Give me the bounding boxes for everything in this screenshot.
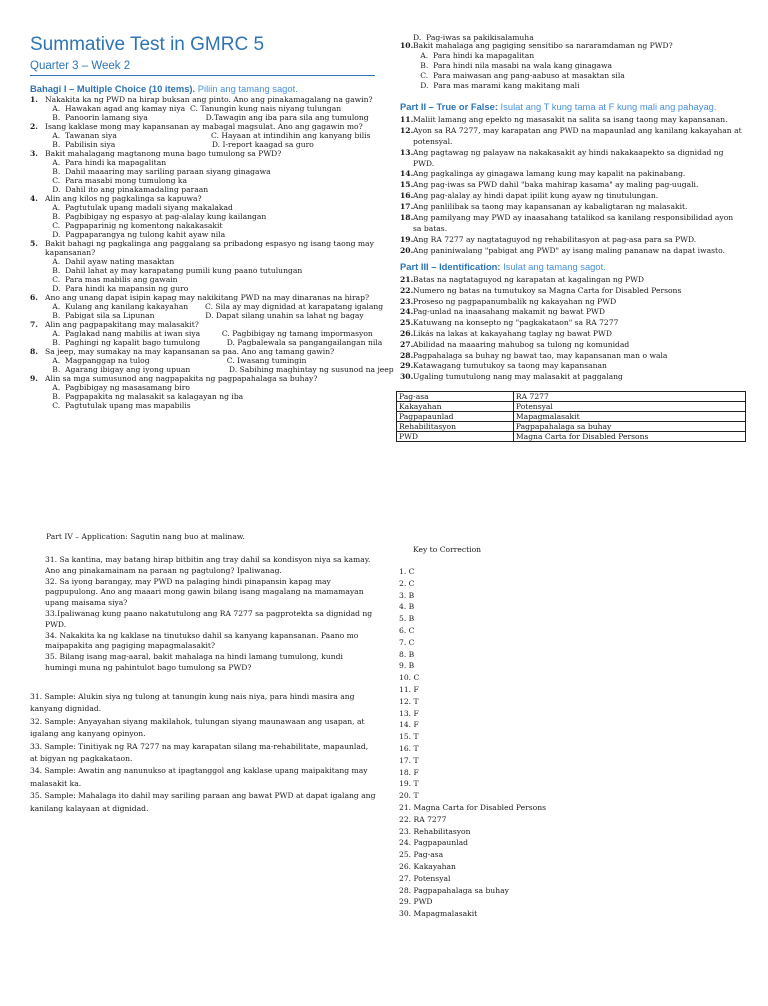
true-false-statement: potensyal. — [413, 136, 453, 146]
answer-key-item: 19. T — [399, 779, 419, 789]
question-line: B. Pabilisin siya D. I-report kaagad sa guro — [45, 140, 314, 149]
part2-statements — [400, 115, 750, 257]
word-bank-cell: Kakayahan — [397, 402, 514, 412]
word-bank-row — [397, 432, 746, 442]
answer-key-item: 24. Pagpapaunlad — [399, 838, 469, 848]
answer-key-item: 23. Rehabilitasyon — [399, 826, 471, 836]
answer-key-item: 8. B — [399, 649, 415, 659]
question-line: D. Pagpaparangya ng tulong kahit ayaw nila — [45, 230, 226, 239]
answer-key-item: 29. PWD — [399, 897, 433, 907]
question-line: B. Pagbibigay ng espasyo at pag-alalay kung kailangan — [45, 212, 267, 221]
part1-heading: Bahagi I – Multiple Choice (10 items). Piliin ang tamang sagot. — [30, 83, 298, 94]
sample-answer-line: malasakit ka. — [30, 778, 82, 788]
sample-answer-line: kanyang dignidad. — [30, 704, 102, 714]
sample-answer-line: 33. Sample: Tinitiyak ng RA 7277 na may karapatan silang ma-rehabilitate, mapaunlad, — [30, 741, 369, 751]
true-false-statement: sa batas. — [413, 223, 448, 233]
answer-key-item: 7. C — [399, 637, 415, 647]
sample-answer-line: at bigyan ng pagkakataon. — [30, 754, 133, 764]
question-line: C. Pagpaparinig ng komentong nakakasakit — [45, 221, 223, 230]
answer-key-item: 11. F — [399, 684, 419, 694]
part2-heading: Part II – True or False: Isulat ang T kung tama at F kung mali ang pahayag. — [400, 101, 717, 112]
question-line: D. Dahil ito ang pinakamadaling paraan — [45, 185, 209, 194]
answer-key-item: 6. C — [399, 625, 415, 635]
answer-key-item: 1. C — [399, 567, 415, 576]
question-line: 4. Alin ang kilos ng pagkalinga sa kapuwa? — [30, 194, 202, 203]
question-line: D. Para mas marami kang makitang mali — [413, 80, 580, 90]
word-bank-cell: Pagpapaunlad — [397, 412, 514, 422]
true-false-statement: 18. Ang pamilyang may PWD ay inaasahang tatalikod sa kanilang responsibilidad ayon — [400, 213, 734, 223]
true-false-statement: 12. Ayon sa RA 7277, may karapatan ang PWD na mapaunlad ang kanilang kakayahan at — [400, 125, 742, 135]
word-bank-cell: Magna Carta for Disabled Persons — [513, 432, 745, 442]
word-bank-row — [397, 392, 746, 402]
document-subtitle: Quarter 3 – Week 2 — [30, 60, 131, 72]
true-false-statement: 16. Ang pag-alalay ay hindi dapat ipilit kung ayaw ng tinutulungan. — [400, 191, 659, 201]
word-bank-row — [397, 422, 746, 432]
identification-item: 27. Abilidad na maaaring mahubog sa tulong ng komunidad — [400, 339, 630, 349]
true-false-statement: 11. Maliit lamang ang epekto ng masasakit na salita sa isang taong may kapansanan. — [400, 115, 728, 124]
word-bank-row — [397, 412, 746, 422]
question-line: B. Dahil maaaring may sariling paraan siyang ginagawa — [45, 167, 271, 176]
answer-key-item: 28. Pagpapahalaga sa buhay — [399, 885, 509, 895]
application-question-line: maipapakita ang pagiging mapagmalasakit? — [45, 641, 216, 651]
question-line: B. Paghingi ng kapalit bago tumulong D. Pagbalewala sa pangangailangan nila — [45, 338, 383, 347]
question-line: A. Para hindi ka mapagalitan — [45, 158, 167, 167]
part1-questions — [30, 95, 394, 410]
application-question-line: PWD. — [45, 619, 67, 629]
question-line: 7. Alin ang pagpapakitang may malasakit? — [30, 320, 199, 329]
application-question-line: 33.Ipaliwanag kung paano nakatutulong ang RA 7277 sa pagprotekta sa dignidad ng — [45, 608, 373, 618]
word-bank-cell: PWD — [397, 432, 514, 442]
answer-key-item: 22. RA 7277 — [399, 814, 447, 824]
question-line: C. Pagtutulak upang mas mapabilis — [45, 401, 191, 410]
true-false-statement: 15. Ang pag-iwas sa PWD dahil "baka mahirap kasama" ay maling pag-uugali. — [400, 180, 699, 190]
word-bank-cell: Mapagmalasakit — [513, 412, 745, 422]
application-question-line: pagpupulong. Ano ang maaari mong gawin bilang isang magalang na mamamayan — [45, 587, 364, 597]
identification-item: 28. Pagpahalaga sa buhay ng bawat tao, may kapansanan man o wala — [400, 350, 668, 360]
question-line: A. Magpanggap na tulog C. Iwasang tumingin — [45, 356, 307, 365]
answer-key-item: 21. Magna Carta for Disabled Persons — [399, 802, 547, 812]
question-line: A. Kulang ang kanilang kakayahan C. Sila ay may dignidad at karapatang igalang — [45, 302, 384, 311]
answer-key-item: 26. Kakayahan — [399, 861, 456, 871]
question-line: A. Dahil ayaw nating masaktan — [45, 257, 175, 266]
sample-answer-line: 34. Sample: Awatin ang nanunukso at ipagtanggol ang kaklase upang maipakitang may — [30, 766, 368, 776]
answer-key-item: 16. T — [399, 743, 419, 753]
question-line: kapansanan? — [45, 248, 96, 257]
identification-item: 21. Batas na nagtataguyod ng karapatan at kagalingan ng PWD — [400, 275, 644, 284]
answer-key-item: 14. F — [399, 720, 419, 730]
answer-key-item: 9. B — [399, 661, 415, 671]
part4-questions — [45, 555, 372, 674]
answer-key-item: 4. B — [399, 602, 415, 612]
part4-heading: Part IV – Application: Sagutin nang buo at malinaw. — [46, 532, 245, 541]
answer-key-list — [399, 566, 546, 920]
word-bank-row — [397, 402, 746, 412]
answer-key-item: 2. C — [399, 578, 415, 588]
identification-item: 26. Likás na lakas at kakayahang taglay ng bawat PWD — [400, 328, 612, 338]
application-question-line: upang maisama siya? — [45, 598, 128, 608]
identification-item: 24. Pag-unlad na inaasahang makamit ng bawat PWD — [400, 307, 605, 317]
answer-key-item: 12. T — [399, 696, 419, 706]
true-false-statement: PWD. — [413, 158, 435, 168]
sample-answer-line: 32. Sample: Anyayahan siyang makilahok, tulungan siyang maunawaan ang usapan, at — [30, 716, 365, 726]
document-title: Summative Test in GMRC 5 — [30, 34, 265, 55]
true-false-statement: 20. Ang paniniwalang "pabigat ang PWD" ay isang maling pananaw na dapat iwasto. — [400, 245, 725, 255]
answer-key-item: 10. C — [399, 673, 420, 683]
title-divider — [30, 75, 375, 76]
sample-answer-line: 35. Sample: Mahalaga ito dahil may sariling paraan ang bawat PWD at dapat igalang ang — [30, 791, 376, 801]
word-bank-cell: Potensyal — [513, 402, 745, 412]
question-line: B. Pabigat sila sa Lipunan D. Dapat silang unahin sa lahat ng bagay — [45, 311, 364, 320]
question-line: B. Panoorin lamang siya D.Tawagin ang iba para sila ang tumulong — [45, 113, 369, 122]
application-question-line: humingi muna ng pahintulot bago tumulong sa PWD? — [45, 662, 252, 672]
part3-heading: Part III – Identification: Isulat ang tamang sagot. — [400, 261, 606, 272]
question-line: 5. Bakit bahagi ng pagkalinga ang paggalang sa pribadong espasyo ng isang taong may — [30, 239, 374, 248]
question-line: 2. Isang kaklase mong may kapansanan ay mabagal magsulat. Ano ang gagawin mo? — [30, 122, 363, 131]
question-line: C. Para maiwasan ang pang-aabuso at masaktan sila — [413, 70, 625, 80]
question-line: 1. Nakakita ka ng PWD na hirap buksan ang pinto. Ano ang pinakamagalang na gawin? — [30, 95, 373, 104]
identification-item: 23. Proseso ng pagpapanumbalik ng kakayahan ng PWD — [400, 296, 617, 306]
answer-key-heading: Key to Correction — [413, 545, 482, 554]
word-bank-table — [396, 391, 746, 442]
question-line: 9. Alin sa mga sumusunod ang nagpapakita ng pagpapahalaga sa buhay? — [30, 374, 318, 383]
word-bank-cell: Rehabilitasyon — [397, 422, 514, 432]
question-line: 3. Bakit mahalagang magtanong muna bago tumulong sa PWD? — [30, 149, 282, 158]
identification-item: 30. Ugaling tumutulong nang may malasakit at paggalang — [400, 372, 623, 382]
word-bank-cell: Pagpapahalaga sa buhay — [513, 422, 745, 432]
true-false-statement: 17. Ang panlilibak sa taong may kapansanan ay kabaligtaran ng malasakit. — [400, 202, 688, 212]
true-false-statement: 19. Ang RA 7277 ay nagtataguyod ng rehabilitasyon at pag-asa para sa PWD. — [400, 234, 697, 244]
sample-answer-line: 31. Sample: Alukin siya ng tulong at tanungin kung nais niya, para hindi masira ang — [30, 692, 355, 701]
answer-key-item: 20. T — [399, 791, 419, 801]
answer-key-item: 27. Potensyal — [399, 873, 451, 883]
question-line: A. Paglakad nang mabilis at iwan siya C. Pagbibigay ng tamang impormasyon — [45, 329, 373, 338]
answer-key-item: 15. T — [399, 732, 419, 742]
application-question-line: 34. Nakakita ka ng kaklase na tinutukso dahil sa kanyang kapansanan. Paano mo — [45, 630, 359, 640]
part3-items — [400, 275, 750, 383]
identification-item: 22. Numero ng batas na tumutukoy sa Magna Carta for Disabled Persons — [400, 285, 682, 295]
question-line: A. Pagtutulak upang madali siyang makalakad — [45, 203, 233, 212]
question-line: 8. Sa jeep, may sumakay na may kapansanan sa paa. Ano ang tamang gawin? — [30, 347, 335, 356]
answer-key-item: 13. F — [399, 708, 419, 718]
question-line: B. Dahil lahat ay may karapatang pumili kung paano tutulungan — [45, 266, 303, 275]
word-bank-cell: Pag-asa — [397, 392, 514, 402]
sample-answer-line: igalang ang kanyang opinyon. — [30, 729, 146, 739]
question-line: C. Para mas mabilis ang gawain — [45, 275, 178, 284]
answer-key-item: 25. Pag-asa — [399, 850, 444, 860]
q9-option-d: D. Pag-iwas sa pakikisalamuha — [413, 33, 534, 42]
question-line: 10. Bakit mahalaga ang pagiging sensitibo sa nararamdaman ng PWD? — [400, 41, 673, 50]
question-line: A. Pagbibigay ng masasamang biro — [45, 383, 190, 392]
question-line: 6. Ano ang unang dapat isipin kapag may nakikitang PWD na may dinaranas na hirap? — [30, 293, 370, 302]
sample-answers — [30, 691, 375, 815]
question-line: C. Para masabi mong tumulong ka — [45, 176, 188, 185]
identification-item: 25. Katuwang na konsepto ng "pagkakataon" sa RA 7277 — [400, 318, 619, 328]
question-line: A. Para hindi ka mapagalitan — [413, 50, 535, 60]
word-bank-cell: RA 7277 — [513, 392, 745, 402]
application-question-line: 35. Bilang isang mag-aaral, bakit mahalaga na hindi lamang tumulong, kundi — [45, 652, 343, 662]
answer-key-item: 17. T — [399, 755, 419, 765]
question-line: D. Para hindi ka mapansin ng guro — [45, 284, 189, 293]
question-line: A. Tawanan siya C. Hayaan at intindihin ang kanyang bilis — [45, 131, 371, 140]
identification-item: 29. Katawagang tumutukoy sa taong may kapansanan — [400, 361, 607, 371]
question-line: B. Pagpapakita ng malasakit sa kalagayan ng iba — [45, 392, 244, 401]
answer-key-item: 18. F — [399, 767, 419, 777]
true-false-statement: 13. Ang pagtawag ng palayaw na nakakasakit ay hindi nakakaapekto sa dignidad ng — [400, 147, 724, 157]
question-10 — [400, 41, 750, 90]
application-question-line: 31. Sa kantina, may batang hirap bitbitin ang tray dahil sa kondisyon niya sa kamay. — [45, 555, 371, 564]
sample-answer-line: kanilang kalayaan at dignidad. — [30, 803, 149, 813]
application-question-line: 32. Sa iyong barangay, may PWD na palaging hindi pinapansin kapag may — [45, 576, 331, 586]
question-line: B. Agarang ibigay ang iyong upuan D. Sabihing maghintay ng susunod na jeep — [45, 365, 394, 374]
question-line: B. Para hindi nila masabi na wala kang ginagawa — [413, 60, 613, 70]
answer-key-item: 3. B — [399, 590, 415, 600]
answer-key-item: 30. Mapagmalasakit — [399, 909, 478, 919]
true-false-statement: 14. Ang pagkalinga ay ginagawa lamang kung may kapalit na pakinabang. — [400, 169, 686, 179]
answer-key-item: 5. B — [399, 614, 415, 624]
application-question-line: Ano ang pinakamainam na paraan ng pagtulong? Ipaliwanag. — [45, 565, 282, 575]
question-line: A. Hawakan agad ang kamay niya C. Tanungin kung nais niyang tulungan — [45, 104, 342, 113]
